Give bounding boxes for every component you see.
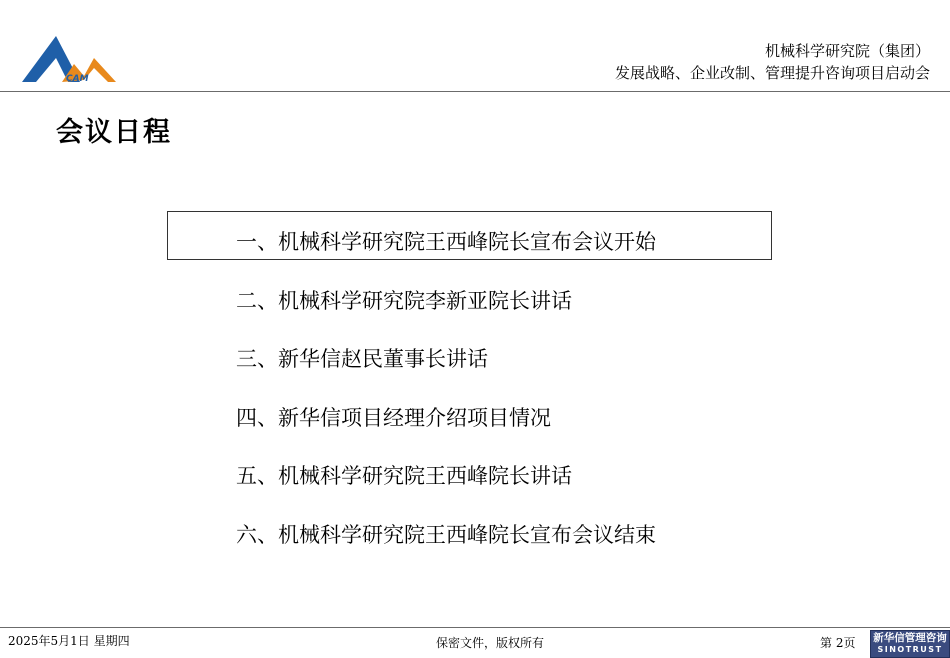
- brand-en-text: SINOTRUST: [877, 645, 943, 654]
- agenda-item-1: 一、机械科学研究院王西峰院长宣布会议开始: [236, 230, 656, 254]
- logo-text: CAM: [66, 74, 89, 84]
- header-text: [615, 40, 930, 84]
- footer-divider: [0, 627, 950, 628]
- page-title: 会议日程: [56, 117, 172, 148]
- confidential-notice: 保密文件，版权所有: [436, 636, 545, 650]
- brand-cn-text: 新华信管理咨询: [873, 632, 947, 644]
- header-divider: [0, 91, 950, 92]
- page-number: 第 2页: [820, 636, 856, 650]
- cam-logo-icon: [22, 34, 122, 86]
- agenda-item-5: 五、机械科学研究院王西峰院长讲话: [236, 464, 572, 488]
- agenda-item-6: 六、机械科学研究院王西峰院长宣布会议结束: [236, 522, 656, 547]
- sinotrust-logo: [870, 630, 950, 658]
- meeting-name: 发展战略、企业改制、管理提升咨询项目启动会: [614, 64, 930, 82]
- agenda-item-4: 四、新华信项目经理介绍项目情况: [236, 405, 551, 430]
- company-logo: [22, 34, 122, 86]
- agenda-list: [236, 222, 656, 573]
- agenda-item-3: 三、新华信赵民董事长讲话: [236, 347, 488, 371]
- org-name: 机械科学研究院（集团）: [764, 42, 930, 60]
- agenda-item-2: 二、机械科学研究院李新亚院长讲话: [236, 288, 572, 313]
- footer-date: 2025年5月1日 星期四: [8, 634, 130, 648]
